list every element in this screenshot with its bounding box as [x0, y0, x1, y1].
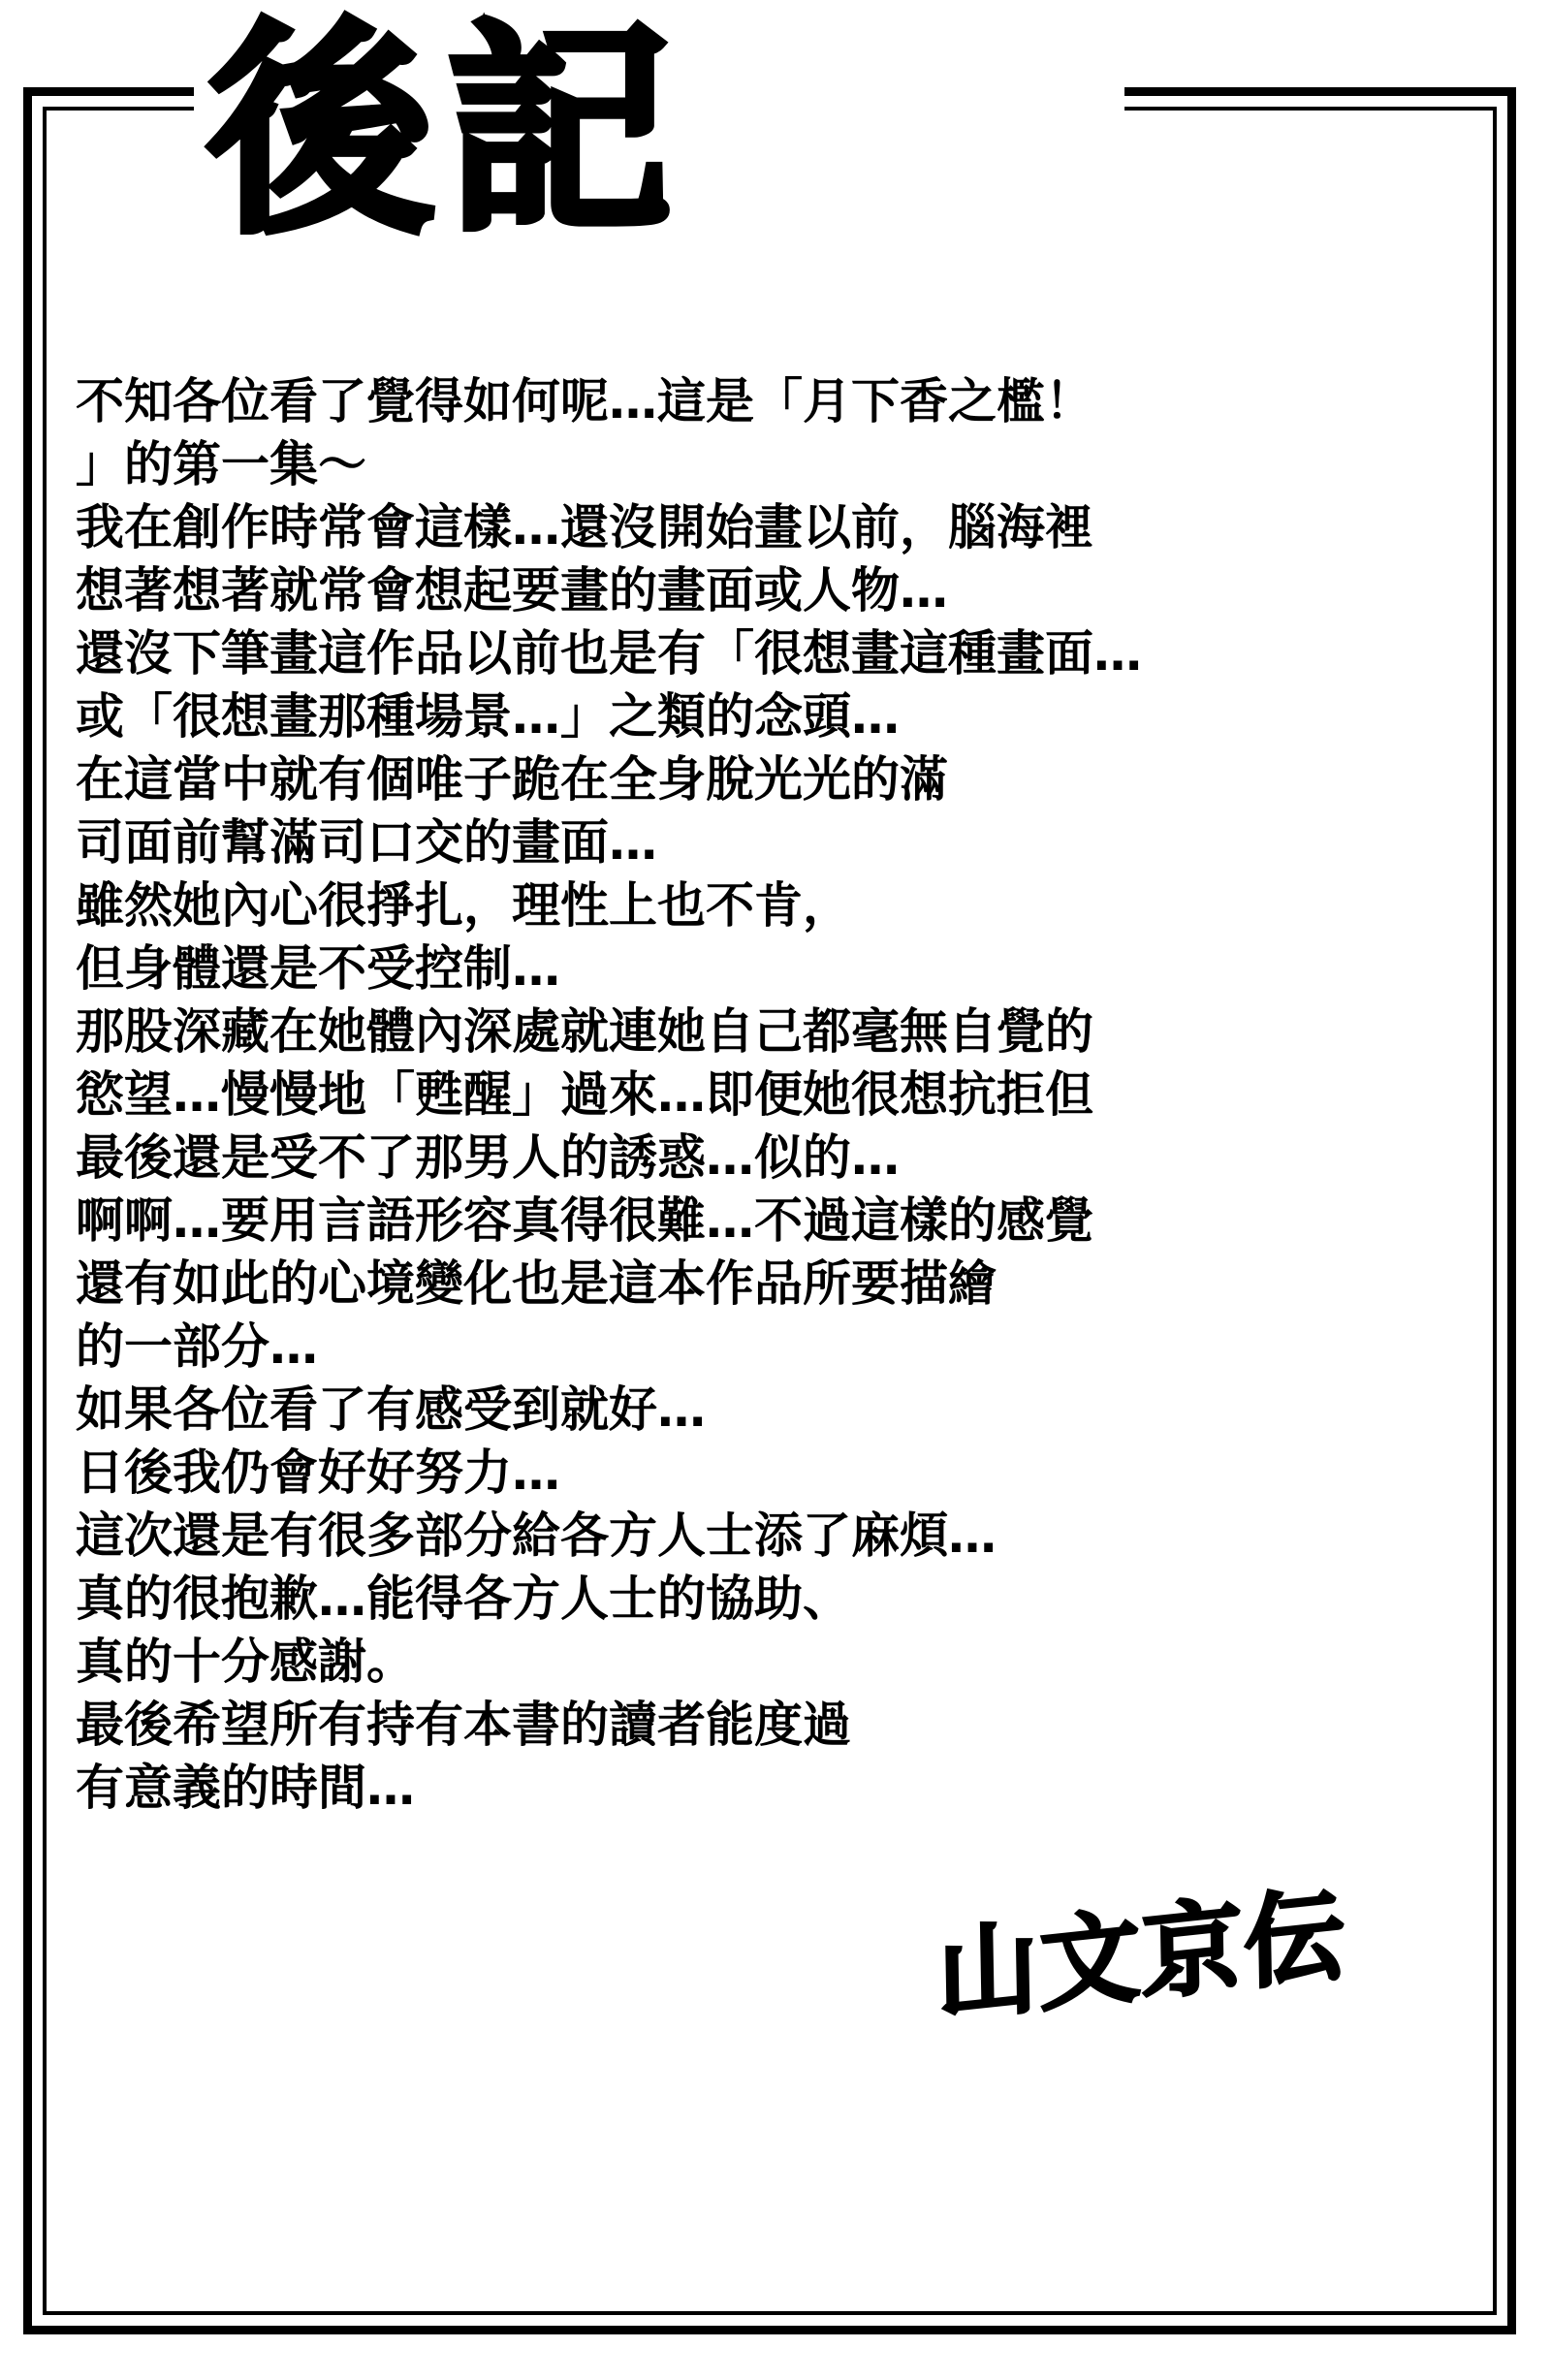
afterword-line: 還有如此的心境變化也是這本作品所要描繪	[76, 1255, 997, 1312]
afterword-line: 如果各位看了有感受到就好…	[76, 1381, 706, 1438]
afterword-line: 還沒下筆畫這作品以前也是有「很想畫這種畫面…	[76, 625, 1142, 682]
afterword-line: 最後還是受不了那男人的誘惑…似的…	[76, 1129, 900, 1186]
afterword-line: 有意義的時間…	[76, 1760, 415, 1816]
afterword-line: 想著想著就常會想起要畫的畫面或人物…	[76, 562, 948, 619]
afterword-line: 不知各位看了覺得如何呢…這是「月下香之檻！	[76, 373, 1093, 429]
afterword-line: 」的第一集～	[76, 436, 366, 492]
afterword-line: 慾望…慢慢地「甦醒」過來…即便她很想抗拒但	[76, 1066, 1093, 1123]
afterword-line: 真的十分感謝。	[76, 1634, 415, 1690]
afterword-line: 真的很抱歉…能得各方人士的協助、	[76, 1571, 851, 1627]
afterword-line: 啊啊…要用言語形容真得很難…不過這樣的感覺	[76, 1192, 1093, 1249]
afterword-line: 日後我仍會好好努力…	[76, 1444, 560, 1501]
afterword-line: 但身體還是不受控制…	[76, 940, 560, 997]
page-title: 後記	[208, 1, 686, 263]
afterword-line: 我在創作時常會這樣…還沒開始畫以前，腦海裡	[76, 499, 1093, 555]
afterword-line: 的一部分…	[76, 1318, 318, 1375]
author-signature: 山文京伝	[936, 1874, 1347, 2037]
afterword-line: 這次還是有很多部分給各方人士添了麻煩…	[76, 1507, 997, 1564]
afterword-body	[76, 370, 1452, 1820]
afterword-line: 在這當中就有個唯子跪在全身脫光光的滿	[76, 751, 948, 808]
afterword-line: 那股深藏在她體內深處就連她自己都毫無自覺的	[76, 1003, 1093, 1060]
afterword-line: 雖然她內心很掙扎，理性上也不肯，	[76, 877, 851, 934]
afterword-line: 最後希望所有持有本書的讀者能度過	[76, 1697, 851, 1753]
afterword-line: 司面前幫滿司口交的畫面…	[76, 814, 657, 871]
afterword-line: 或「很想畫那種場景…」之類的念頭…	[76, 688, 900, 745]
